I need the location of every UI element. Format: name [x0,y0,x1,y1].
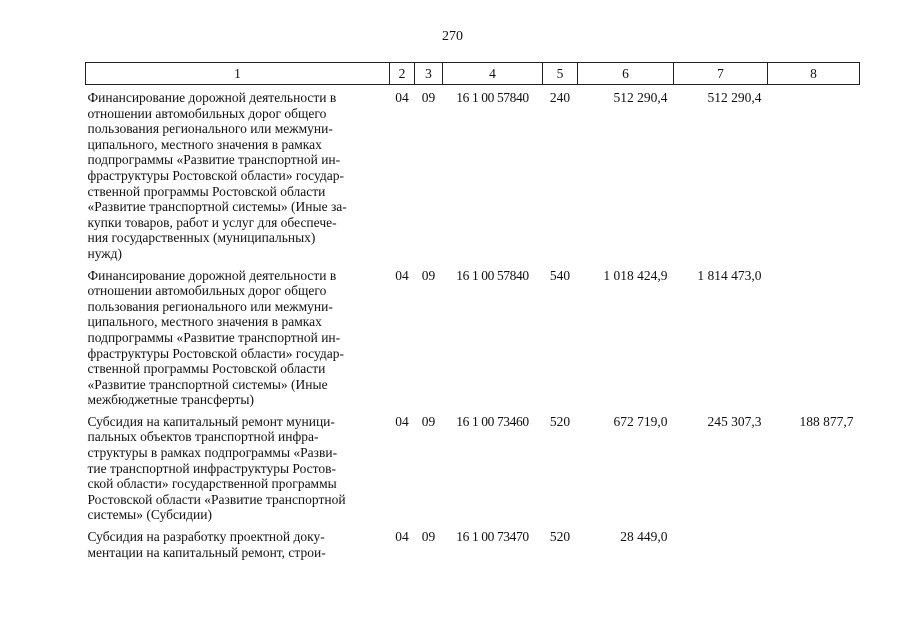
section-code: 04 [395,90,409,105]
column-header: 3 [415,63,443,85]
table-row [86,529,860,566]
table-row [86,85,860,268]
expense-type-code: 520 [549,413,571,429]
description-line: ципального, местного значения в рамках [87,314,322,330]
description-line: ской области» государственной программы [87,476,337,492]
description-line: купки товаров, работ и услуг для обеспече- [87,214,337,230]
table-header-row [86,63,860,85]
target-item-code: 16 1 00 73470 [456,529,529,545]
description-line: Финансирование дорожной деятельности в [87,90,337,105]
amount-col6: 28 449,0 [620,529,668,545]
column-header: 2 [390,63,415,85]
amount-col8 [768,529,860,566]
description-line: подпрограммы «Развитие транспортной ин- [87,329,341,345]
section-code: 04 [395,529,409,545]
amount-col7 [674,529,768,566]
description-line: отношении автомобильных дорог общего [87,105,327,121]
column-header: 5 [543,63,578,85]
description-line: ментации на капитальный ремонт, строи- [87,544,326,560]
description-line: «Развитие транспортной системы» (Иные [87,376,328,392]
description-line: системы» (Субсидии) [87,507,212,523]
amount-col6: 512 290,4 [613,90,668,105]
description-line: межбюджетные трансферты) [87,392,254,408]
column-header: 4 [443,63,543,85]
description-line: ципального, местного значения в рамках [87,136,322,152]
description-line: нужд) [87,245,122,261]
column-header: 1 [86,63,390,85]
description-line: пользования регионального или межмуни- [87,298,333,314]
description-line: Субсидия на разработку проектной доку- [87,529,325,545]
amount-col8 [768,85,860,268]
row-description [86,529,390,566]
section-code: 04 [395,413,409,429]
amount-col7: 512 290,4 [707,90,762,105]
amount-col7: 245 307,3 [707,413,762,429]
subsection-code: 09 [421,90,436,105]
description-line: ственной программы Ростовской области [87,183,326,199]
table-row [86,414,860,529]
column-header: 7 [674,63,768,85]
description-line: отношении автомобильных дорог общего [87,283,327,299]
row-description [86,85,390,268]
description-line: ния государственных (муниципальных) [87,230,316,246]
description-line: Ростовской области «Развитие транспортной [87,491,346,507]
amount-col8 [768,268,860,414]
description-line: фраструктуры Ростовской области» государ- [87,345,345,361]
column-header: 6 [578,63,674,85]
target-item-code: 16 1 00 57840 [456,90,529,105]
description-line: тие транспортной инфраструктуры Ростов- [87,460,336,476]
table-row [86,268,860,414]
page-number: 270 [442,29,463,44]
row-description [86,414,390,529]
description-line: пользования регионального или межмуни- [87,121,333,137]
expense-type-code: 520 [549,529,571,545]
description-line: Субсидия на капитальный ремонт муници- [87,413,335,429]
subsection-code: 09 [421,529,436,545]
subsection-code: 09 [421,413,436,429]
description-line: фраструктуры Ростовской области» государ- [87,167,345,183]
description-line: пальных объектов транспортной инфра- [87,429,319,445]
column-header: 8 [768,63,860,85]
amount-col6: 672 719,0 [613,413,668,429]
expense-type-code: 540 [549,267,571,283]
description-line: структуры в рамках подпрограммы «Разви- [87,445,338,461]
amount-col8: 188 877,7 [799,413,854,429]
description-line: ственной программы Ростовской области [87,361,326,377]
row-description [86,268,390,414]
budget-table [85,62,860,566]
section-code: 04 [395,267,409,283]
description-line: подпрограммы «Развитие транспортной ин- [87,152,341,168]
amount-col7: 1 814 473,0 [697,267,762,283]
target-item-code: 16 1 00 57840 [456,267,529,283]
expense-type-code: 240 [549,90,571,105]
description-line: «Развитие транспортной системы» (Иные за- [87,199,347,215]
subsection-code: 09 [421,267,436,283]
description-line: Финансирование дорожной деятельности в [87,267,337,283]
amount-col6: 1 018 424,9 [603,267,668,283]
target-item-code: 16 1 00 73460 [456,413,529,429]
